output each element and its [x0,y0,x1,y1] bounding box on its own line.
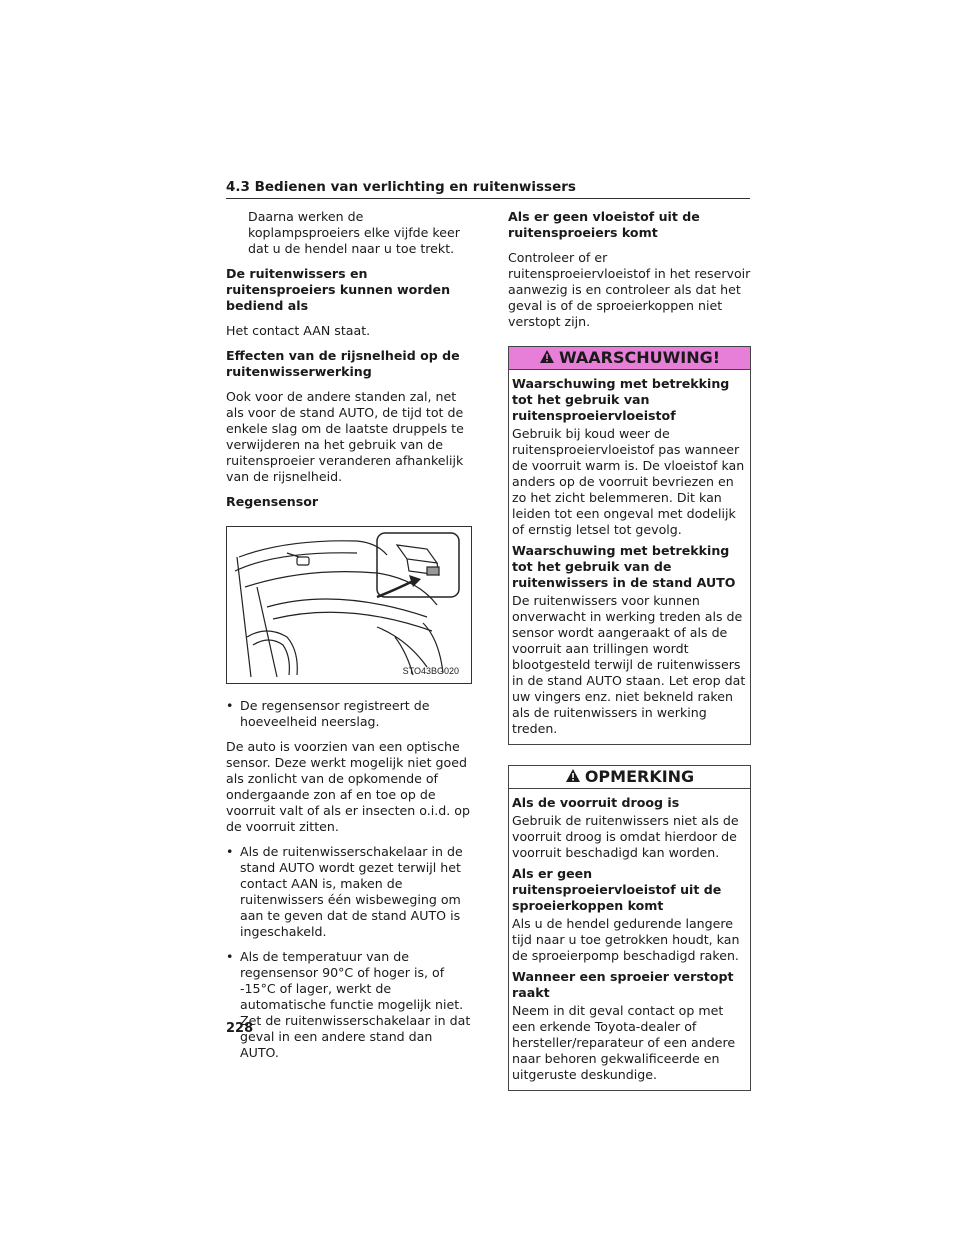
warning-paragraph: Gebruik bij koud weer de ruitensproeiervloeistof pas wanneer de voorruit warm is. De vloeistof kan anders op de voorruit bevriezen en zo het zicht belemmeren. Dit kan leiden tot een ongeval met dodelijk of ernstig letsel tot gevolg. [512,426,745,537]
left-column [226,209,472,1070]
paragraph-optical-sensor: De auto is voorzien van een optische sensor. Deze werkt mogelijk niet goed als zonlicht van de opkomende of ondergaande zon af en toe op de voorruit valt of als er insecten o.i.d. op de voorruit zitten. [226,739,470,834]
subheading-no-fluid: Als er geen vloeistof uit de ruitensproeiers komt [508,209,700,240]
bullet-item: • Als de temperatuur van de regensensor 90°C of hoger is, of -15°C of lager, werkt de automatische functie mogelijk niet. Zet de ruitenwisserschakelaar in dat geval in een andere stand dan AUTO. [226,949,471,1060]
figure-code: STO43BG020 [402,666,459,676]
bullet-text: Als de ruitenwisserschakelaar in de stand AUTO wordt gezet terwijl het contact AAN is, maken de ruitenwissers één wisbeweging om aan te geven dat de stand AUTO is ingeschakeld. [240,844,463,939]
paragraph-contact: Het contact AAN staat. [226,323,371,338]
note-title: OPMERKING [584,767,695,786]
section-header: 4.3 Bedienen van verlichting en ruitenwissers [226,179,750,199]
warning-triangle-icon [565,768,581,786]
warning-header [509,347,750,370]
note-paragraph: Neem in dit geval contact op met een erkende Toyota-dealer of hersteller/reparateur of een andere naar behoren gekwalificeerde en uitgeruste deskundige. [512,1003,736,1082]
warning-subheading: Waarschuwing met betrekking tot het gebruik van de ruitenwissers in de stand AUTO [512,543,736,590]
bullet-text: De regensensor registreert de hoeveelheid neerslag. [240,698,430,729]
note-body [509,789,750,1090]
bullet-item: • De regensensor registreert de hoeveelheid neerslag. [226,698,472,730]
page-number: 228 [226,1021,254,1036]
note-paragraph: Gebruik de ruitenwissers niet als de voorruit droog is omdat hierdoor de voorruit beschadigd kan worden. [512,813,739,860]
right-column [508,209,751,1111]
note-subheading: Als de voorruit droog is [512,795,680,810]
paragraph-check-fluid: Controleer of er ruitensproeiervloeistof in het reservoir aanwezig is en controleer als dat het geval is of de sproeierkoppen niet verstopt zijn. [508,250,751,329]
subheading-operation: De ruitenwissers en ruitensproeiers kunnen worden bediend als [226,266,451,313]
note-paragraph: Als u de hendel gedurende langere tijd naar u toe getrokken houdt, kan de sproeierpomp beschadigd raken. [512,916,740,963]
car-illustration [227,527,471,683]
subheading-rain-sensor: Regensensor [226,494,319,509]
note-header [509,766,750,789]
subheading-speed: Effecten van de rijsnelheid op de ruitenwisserwerking [226,348,460,379]
warning-title: WAARSCHUWING! [558,348,721,367]
bullet-item: • Als de ruitenwisserschakelaar in de stand AUTO wordt gezet terwijl het contact AAN is, maken de ruitenwissers één wisbeweging om aan te geven dat de stand AUTO is ingeschakeld. [226,844,472,940]
warning-subheading: Waarschuwing met betrekking tot het gebruik van ruitensproeiervloeistof [512,376,730,423]
rain-sensor-figure [226,526,472,684]
warning-paragraph: De ruitenwissers voor kunnen onverwacht in werking treden als de sensor wordt aangeraakt of als de voorruit aan trillingen wordt blootgesteld terwijl de ruitenwissers in de stand AUTO staan. Let erop dat uw vingers enz. niet bekneld raken als de ruitenwissers in werking treden. [512,593,746,736]
paragraph-speed: Ook voor de andere standen zal, net als voor de stand AUTO, de tijd tot de enkele slag om de laatste druppels te verwijderen na het gebruik van de ruitensproeier veranderen afhankelijk van de rijsnelheid. [226,389,464,484]
warning-triangle-icon [539,349,555,367]
bullet-text: Als de temperatuur van de regensensor 90°C of hoger is, of -15°C of lager, werkt de automatische functie mogelijk niet. Zet de ruitenwisserschakelaar in dat geval in een andere stand dan AUTO. [240,949,471,1060]
warning-body [509,370,750,744]
note-subheading: Als er geen ruitensproeiervloeistof uit de sproeierkoppen komt [512,866,722,913]
note-subheading: Wanneer een sproeier verstopt raakt [512,969,734,1000]
intro-text: Daarna werken de koplampsproeiers elke vijfde keer dat u de hendel naar u toe trekt. [248,209,460,256]
note-box [508,765,751,1091]
warning-box [508,346,751,745]
